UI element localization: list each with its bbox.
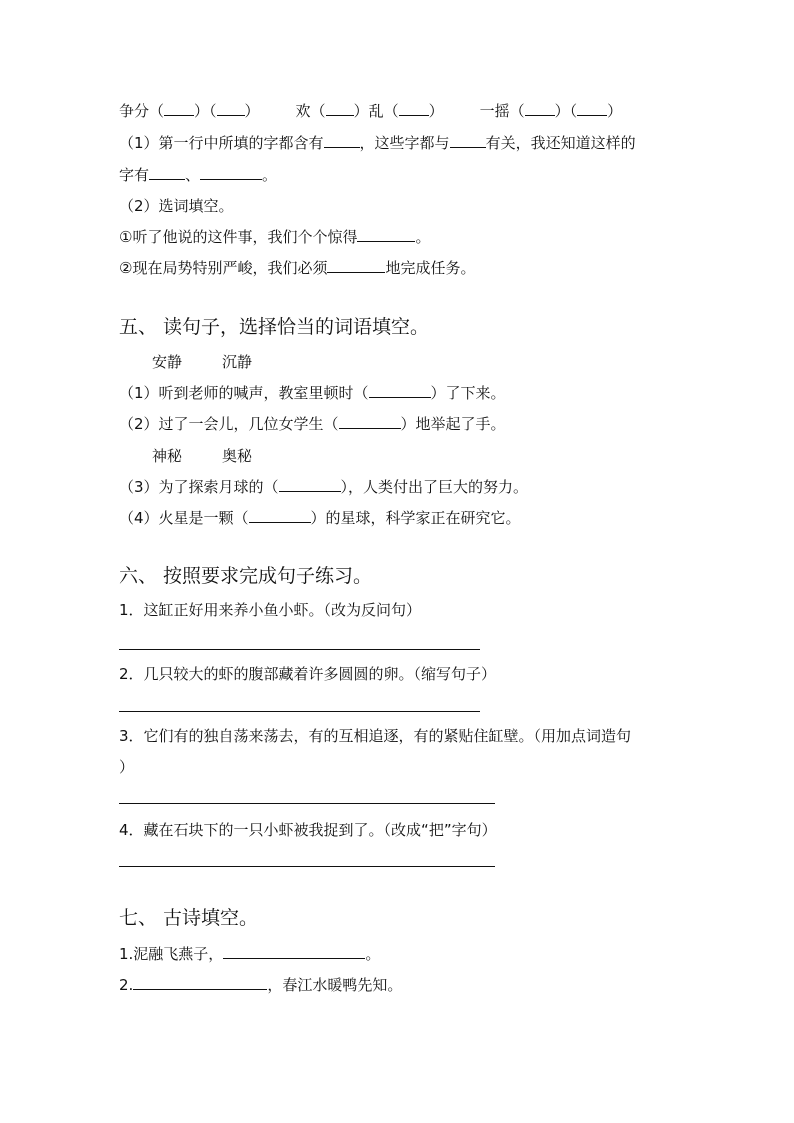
section-5-item-2	[119, 414, 506, 434]
blank[interactable]	[399, 101, 429, 116]
blank[interactable]	[450, 133, 486, 148]
section-6-q3: 3．它们有的独自荡来荡去，有的互相追逐，有的紧贴住缸壁。（用加点词造句	[119, 727, 632, 745]
item-text: （1）听到老师的喊声，教室里顿时（	[119, 384, 369, 402]
poem-text: 1.泥融飞燕子，	[119, 945, 224, 963]
row1-group-b-mid: ）乱（	[353, 102, 399, 120]
blank[interactable]	[164, 101, 194, 116]
question-1-line	[119, 133, 636, 153]
row1-group-b-prefix: 欢（	[295, 102, 326, 120]
blank[interactable]	[149, 165, 185, 180]
char-fill-row	[119, 101, 622, 121]
q2-item-text: 地完成任务。	[385, 259, 476, 277]
item-text: （2）过了一会儿，几位女学生（	[119, 415, 339, 433]
row1-group-c-prefix: 一摇（	[479, 102, 525, 120]
question-2-item-1	[119, 227, 430, 247]
word-choice: 奥秘	[222, 447, 253, 465]
section-6-q1: 1．这缸正好用来养小鱼小虾。（改为反问句）	[119, 601, 422, 619]
section-6-q3-cont: ）	[119, 758, 135, 776]
blank[interactable]	[217, 101, 245, 116]
poem-text: 2.	[119, 976, 134, 994]
blank[interactable]	[326, 101, 354, 116]
question-1-line-2	[119, 165, 277, 185]
section-5-item-1	[119, 383, 506, 403]
row1-group-a-mid: ）（	[194, 102, 217, 120]
item-text: ）了下来。	[430, 384, 506, 402]
blank[interactable]	[223, 944, 365, 959]
blank[interactable]	[577, 101, 607, 116]
answer-line[interactable]	[119, 649, 480, 650]
word-choices-2	[152, 446, 252, 466]
poem-text: 。	[365, 945, 381, 963]
q1-text: 、	[185, 166, 201, 184]
blank[interactable]	[369, 383, 431, 398]
blank[interactable]	[249, 508, 311, 523]
q2-item-text: ②现在局势特别严峻，我们必须	[119, 259, 328, 277]
q1-text: ，这些字都与	[359, 134, 450, 152]
blank[interactable]	[327, 258, 385, 273]
poem-q2	[119, 975, 402, 995]
item-text: （3）为了探索月球的（	[119, 478, 279, 496]
item-text: ），人类付出了巨大的努力。	[340, 478, 529, 496]
q2-item-text: 。	[415, 228, 431, 246]
item-text: ）地举起了手。	[400, 415, 506, 433]
answer-line[interactable]	[119, 866, 495, 867]
section-5-heading: 五、 读句子，选择恰当的词语填空。	[119, 316, 430, 338]
blank[interactable]	[279, 477, 341, 492]
q1-text: 字有	[119, 166, 150, 184]
word-choice: 神秘	[152, 447, 183, 465]
q2-item-text: ①听了他说的这件事，我们个个惊得	[119, 228, 358, 246]
section-5-item-3	[119, 477, 528, 497]
blank[interactable]	[133, 975, 267, 990]
blank[interactable]	[339, 414, 401, 429]
poem-q1	[119, 944, 380, 964]
answer-line[interactable]	[119, 803, 495, 804]
row1-group-a-suffix: ）	[244, 102, 260, 120]
blank[interactable]	[200, 165, 262, 180]
section-6-q2: 2．几只较大的虾的腹部藏着许多圆圆的卵。（缩写句子）	[119, 665, 497, 683]
row1-group-b-suffix: ）	[428, 102, 444, 120]
word-choices-1	[152, 352, 252, 372]
blank[interactable]	[525, 101, 555, 116]
item-text: （4）火星是一颗（	[119, 509, 249, 527]
row1-group-a-prefix: 争分（	[119, 102, 165, 120]
section-5-item-4	[119, 508, 521, 528]
section-6-q4: 4．藏在石块下的一只小虾被我捉到了。（改成“把”字句）	[119, 821, 497, 839]
item-text: ）的星球，科学家正在研究它。	[310, 509, 521, 527]
row1-group-c-suffix: ）	[607, 102, 623, 120]
section-6-heading: 六、 按照要求完成句子练习。	[119, 565, 373, 587]
answer-line[interactable]	[119, 711, 480, 712]
word-choice: 安静	[152, 353, 183, 371]
blank[interactable]	[357, 227, 415, 242]
q1-text: 有关，我还知道这样的	[485, 134, 636, 152]
q1-text: （1）第一行中所填的字都含有	[119, 134, 324, 152]
word-choice: 沉静	[222, 353, 253, 371]
question-2-item-2	[119, 258, 475, 278]
question-2-title: （2）选词填空。	[119, 197, 234, 215]
section-7-heading: 七、 古诗填空。	[119, 907, 259, 929]
poem-text: ，春江水暖鸭先知。	[267, 976, 403, 994]
row1-group-c-mid: ）（	[554, 102, 578, 120]
q1-text: 。	[262, 166, 278, 184]
blank[interactable]	[324, 133, 360, 148]
